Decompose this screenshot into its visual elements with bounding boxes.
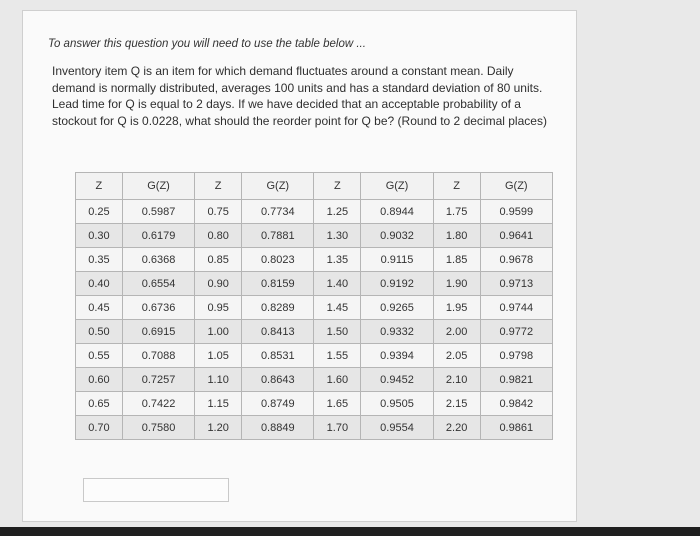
gz-cell: 0.8159	[242, 272, 314, 296]
z-cell: 2.00	[433, 320, 480, 344]
gz-cell: 0.9713	[480, 272, 552, 296]
z-cell: 1.05	[195, 344, 242, 368]
column-header: Z	[195, 173, 242, 200]
table-row	[76, 320, 553, 344]
gz-cell: 0.7580	[122, 416, 194, 440]
z-cell: 1.55	[314, 344, 361, 368]
gz-cell: 0.9115	[361, 248, 433, 272]
question-text: Inventory item Q is an item for which demand fluctuates around a constant mean. Daily demand is normally distributed, averages 100 units and has a standard deviation of 80 units. Lead time for Q is equal to 2 days. If we have decided that an acceptable probability of a stockout for Q is 0.0228, what should the reorder point for Q be? (Round to 2 decimal places)	[52, 64, 547, 128]
gz-cell: 0.5987	[122, 200, 194, 224]
table-row	[76, 296, 553, 320]
gz-cell: 0.7257	[122, 368, 194, 392]
z-cell: 0.65	[76, 392, 123, 416]
z-cell: 1.95	[433, 296, 480, 320]
column-header: Z	[433, 173, 480, 200]
z-cell: 1.50	[314, 320, 361, 344]
table-header-row	[76, 173, 553, 200]
z-cell: 0.90	[195, 272, 242, 296]
gz-cell: 0.9394	[361, 344, 433, 368]
table-row	[76, 392, 553, 416]
gz-cell: 0.9505	[361, 392, 433, 416]
z-cell: 0.30	[76, 224, 123, 248]
z-cell: 0.25	[76, 200, 123, 224]
gz-cell: 0.9332	[361, 320, 433, 344]
z-cell: 1.45	[314, 296, 361, 320]
gz-cell: 0.9842	[480, 392, 552, 416]
gz-cell: 0.6554	[122, 272, 194, 296]
intro-text: To answer this question you will need to use the table below ...	[48, 38, 366, 50]
gz-cell: 0.8944	[361, 200, 433, 224]
gz-cell: 0.8643	[242, 368, 314, 392]
column-header: G(Z)	[122, 173, 194, 200]
table-row	[76, 272, 553, 296]
z-cell: 0.50	[76, 320, 123, 344]
z-cell: 0.95	[195, 296, 242, 320]
gz-cell: 0.7734	[242, 200, 314, 224]
bottom-bar	[0, 527, 700, 536]
z-cell: 1.25	[314, 200, 361, 224]
gz-cell: 0.9032	[361, 224, 433, 248]
z-cell: 0.85	[195, 248, 242, 272]
table-row	[76, 344, 553, 368]
table-row	[76, 200, 553, 224]
z-cell: 0.60	[76, 368, 123, 392]
gz-cell: 0.9641	[480, 224, 552, 248]
z-cell: 1.15	[195, 392, 242, 416]
z-cell: 1.75	[433, 200, 480, 224]
normal-distribution-table	[75, 172, 553, 440]
z-cell: 0.75	[195, 200, 242, 224]
z-cell: 0.70	[76, 416, 123, 440]
gz-cell: 0.7881	[242, 224, 314, 248]
gz-cell: 0.6179	[122, 224, 194, 248]
z-cell: 2.20	[433, 416, 480, 440]
gz-cell: 0.8849	[242, 416, 314, 440]
table-row	[76, 248, 553, 272]
gz-cell: 0.8023	[242, 248, 314, 272]
z-cell: 1.80	[433, 224, 480, 248]
gz-cell: 0.9861	[480, 416, 552, 440]
z-cell: 0.35	[76, 248, 123, 272]
table-row	[76, 368, 553, 392]
answer-input[interactable]	[83, 478, 229, 502]
z-cell: 2.05	[433, 344, 480, 368]
z-cell: 1.70	[314, 416, 361, 440]
gz-cell: 0.9798	[480, 344, 552, 368]
gz-cell: 0.8749	[242, 392, 314, 416]
gz-cell: 0.8413	[242, 320, 314, 344]
column-header: Z	[76, 173, 123, 200]
gz-cell: 0.8289	[242, 296, 314, 320]
table-body	[76, 200, 553, 440]
gz-cell: 0.7088	[122, 344, 194, 368]
gz-cell: 0.9821	[480, 368, 552, 392]
column-header: G(Z)	[361, 173, 433, 200]
z-cell: 1.90	[433, 272, 480, 296]
column-header: Z	[314, 173, 361, 200]
z-cell: 1.40	[314, 272, 361, 296]
gz-cell: 0.9772	[480, 320, 552, 344]
z-cell: 1.20	[195, 416, 242, 440]
gz-cell: 0.8531	[242, 344, 314, 368]
z-cell: 1.85	[433, 248, 480, 272]
z-cell: 1.30	[314, 224, 361, 248]
gz-cell: 0.9452	[361, 368, 433, 392]
z-cell: 0.55	[76, 344, 123, 368]
gz-cell: 0.9265	[361, 296, 433, 320]
column-header: G(Z)	[480, 173, 552, 200]
z-cell: 0.45	[76, 296, 123, 320]
gz-cell: 0.9599	[480, 200, 552, 224]
gz-cell: 0.6368	[122, 248, 194, 272]
column-header: G(Z)	[242, 173, 314, 200]
z-cell: 0.80	[195, 224, 242, 248]
table-row	[76, 416, 553, 440]
gz-cell: 0.9678	[480, 248, 552, 272]
gz-cell: 0.9192	[361, 272, 433, 296]
gz-cell: 0.9744	[480, 296, 552, 320]
gz-cell: 0.6736	[122, 296, 194, 320]
z-cell: 1.00	[195, 320, 242, 344]
z-cell: 1.10	[195, 368, 242, 392]
table-row	[76, 224, 553, 248]
z-cell: 1.65	[314, 392, 361, 416]
z-cell: 2.15	[433, 392, 480, 416]
gz-cell: 0.6915	[122, 320, 194, 344]
z-cell: 1.35	[314, 248, 361, 272]
z-cell: 0.40	[76, 272, 123, 296]
gz-cell: 0.7422	[122, 392, 194, 416]
gz-cell: 0.9554	[361, 416, 433, 440]
z-cell: 2.10	[433, 368, 480, 392]
z-cell: 1.60	[314, 368, 361, 392]
